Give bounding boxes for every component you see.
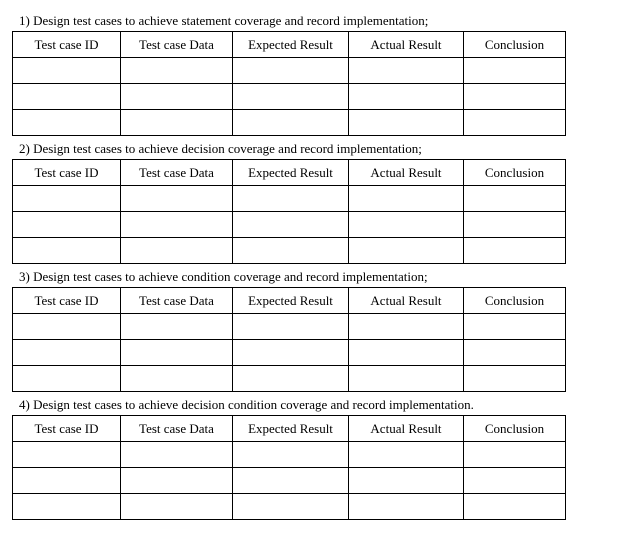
header-test-case-data: Test case Data [121, 32, 233, 58]
table-cell[interactable] [349, 186, 464, 212]
table-cell[interactable] [13, 212, 121, 238]
header-conclusion: Conclusion [464, 416, 566, 442]
table-row [13, 186, 566, 212]
table-cell[interactable] [233, 238, 349, 264]
header-test-case-data: Test case Data [121, 416, 233, 442]
table-cell[interactable] [464, 340, 566, 366]
table-cell[interactable] [464, 442, 566, 468]
table-cell[interactable] [233, 58, 349, 84]
table-cell[interactable] [121, 238, 233, 264]
table-cell[interactable] [233, 340, 349, 366]
table-cell[interactable] [233, 186, 349, 212]
table-cell[interactable] [464, 314, 566, 340]
header-expected-result: Expected Result [233, 416, 349, 442]
table-row [13, 442, 566, 468]
header-actual-result: Actual Result [349, 32, 464, 58]
table-cell[interactable] [13, 468, 121, 494]
table-cell[interactable] [13, 442, 121, 468]
section-4-heading: 4) Design test cases to achieve decision condition coverage and record implementation. [19, 397, 474, 412]
table-header-row [13, 416, 566, 442]
section-3-heading: 3) Design test cases to achieve condition coverage and record implementation; [19, 269, 428, 284]
table-cell[interactable] [464, 110, 566, 136]
header-test-case-id: Test case ID [13, 416, 121, 442]
header-expected-result: Expected Result [233, 288, 349, 314]
table-cell[interactable] [121, 84, 233, 110]
table-row [13, 58, 566, 84]
header-actual-result: Actual Result [349, 160, 464, 186]
table-cell[interactable] [121, 494, 233, 520]
table-row [13, 494, 566, 520]
table-cell[interactable] [121, 468, 233, 494]
table-cell[interactable] [349, 84, 464, 110]
table-cell[interactable] [349, 366, 464, 392]
section-1-heading: 1) Design test cases to achieve statement coverage and record implementation; [19, 13, 429, 28]
table-cell[interactable] [464, 468, 566, 494]
section-3-table [12, 287, 566, 392]
table-cell[interactable] [349, 212, 464, 238]
table-cell[interactable] [13, 314, 121, 340]
table-cell[interactable] [233, 442, 349, 468]
table-cell[interactable] [349, 58, 464, 84]
section-2-table [12, 159, 566, 264]
table-cell[interactable] [13, 110, 121, 136]
section-1-table [12, 31, 566, 136]
table-cell[interactable] [13, 84, 121, 110]
table-cell[interactable] [233, 314, 349, 340]
table-cell[interactable] [349, 468, 464, 494]
table-cell[interactable] [349, 340, 464, 366]
header-actual-result: Actual Result [349, 288, 464, 314]
table-cell[interactable] [464, 238, 566, 264]
table-cell[interactable] [233, 84, 349, 110]
table-cell[interactable] [349, 314, 464, 340]
table-cell[interactable] [121, 58, 233, 84]
table-cell[interactable] [13, 238, 121, 264]
table-row [13, 366, 566, 392]
table-cell[interactable] [233, 110, 349, 136]
table-cell[interactable] [464, 58, 566, 84]
table-cell[interactable] [349, 238, 464, 264]
header-test-case-data: Test case Data [121, 288, 233, 314]
table-cell[interactable] [121, 340, 233, 366]
table-cell[interactable] [121, 366, 233, 392]
header-test-case-id: Test case ID [13, 160, 121, 186]
table-header-row [13, 160, 566, 186]
table-row [13, 84, 566, 110]
header-test-case-id: Test case ID [13, 32, 121, 58]
table-cell[interactable] [349, 494, 464, 520]
table-cell[interactable] [464, 494, 566, 520]
table-header-row [13, 288, 566, 314]
table-cell[interactable] [121, 212, 233, 238]
header-conclusion: Conclusion [464, 288, 566, 314]
table-header-row [13, 32, 566, 58]
table-cell[interactable] [464, 186, 566, 212]
header-conclusion: Conclusion [464, 32, 566, 58]
header-test-case-id: Test case ID [13, 288, 121, 314]
table-cell[interactable] [121, 314, 233, 340]
section-2-heading: 2) Design test cases to achieve decision coverage and record implementation; [19, 141, 422, 156]
table-cell[interactable] [13, 186, 121, 212]
header-conclusion: Conclusion [464, 160, 566, 186]
table-cell[interactable] [464, 366, 566, 392]
table-row [13, 314, 566, 340]
table-cell[interactable] [121, 442, 233, 468]
header-expected-result: Expected Result [233, 160, 349, 186]
header-expected-result: Expected Result [233, 32, 349, 58]
table-cell[interactable] [121, 186, 233, 212]
table-row [13, 110, 566, 136]
table-cell[interactable] [233, 494, 349, 520]
table-row [13, 468, 566, 494]
table-cell[interactable] [233, 212, 349, 238]
table-cell[interactable] [121, 110, 233, 136]
table-cell[interactable] [13, 494, 121, 520]
table-row [13, 340, 566, 366]
table-row [13, 212, 566, 238]
table-row [13, 238, 566, 264]
table-cell[interactable] [349, 442, 464, 468]
section-4-table [12, 415, 566, 520]
header-test-case-data: Test case Data [121, 160, 233, 186]
table-cell[interactable] [233, 468, 349, 494]
table-cell[interactable] [13, 58, 121, 84]
header-actual-result: Actual Result [349, 416, 464, 442]
table-cell[interactable] [349, 110, 464, 136]
table-cell[interactable] [464, 212, 566, 238]
table-cell[interactable] [233, 366, 349, 392]
table-cell[interactable] [13, 340, 121, 366]
table-cell[interactable] [13, 366, 121, 392]
table-cell[interactable] [464, 84, 566, 110]
